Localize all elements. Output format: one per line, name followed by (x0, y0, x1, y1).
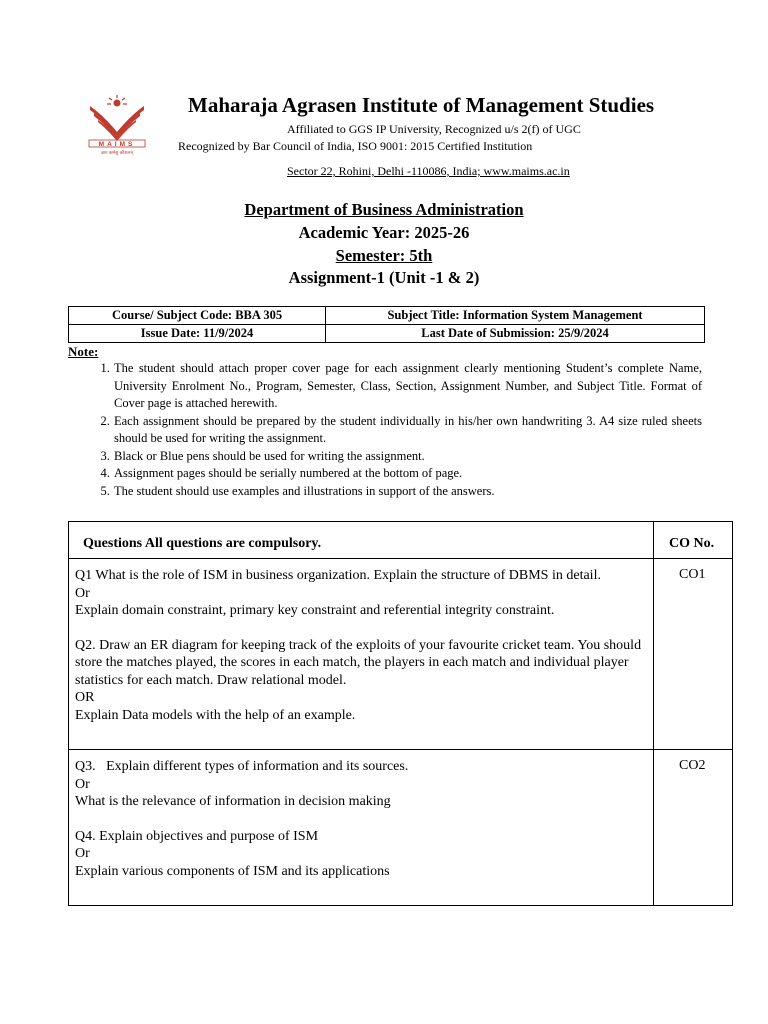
address-link[interactable]: Sector 22, Rohini, Delhi -110086, India; www.maims.ac.in (287, 164, 570, 178)
question-1-alternative: Explain domain constraint, primary key constraint and referential integrity constraint. (75, 603, 555, 618)
issue-date: Issue Date: 11/9/2024 (69, 325, 326, 343)
department-title: Department of Business Administration (244, 200, 524, 219)
or-separator: Or (75, 585, 90, 601)
course-code: Course/ Subject Code: BBA 305 (69, 307, 326, 325)
academic-year: Academic Year: 2025-26 (298, 223, 470, 242)
note-item: 3. Black or Blue pens should be used for writing the assignment. (113, 448, 702, 466)
questions-header: Questions All questions are compulsory. (83, 536, 322, 551)
note-item: 1. The student should attach proper cover page for each assignment clearly mentioning Student’s complete Name, University Enrolment No., Program, Semester, Class, Section, Assignment Number, and Subject Title. Format of Cover page is attached herewith. (113, 360, 702, 413)
note-item: 2. Each assignment should be prepared by the student individually in his/her own handwriting 3. A4 size ruled sheets should be used for writing the assignment. (113, 413, 702, 448)
questions-header-row (69, 522, 732, 559)
or-separator: Or (75, 846, 90, 861)
or-separator: Or (75, 776, 90, 792)
question-3-alternative: What is the relevance of information in decision making (75, 794, 391, 809)
semester: Semester: 5th (335, 246, 433, 265)
questions-table (68, 521, 733, 906)
course-info-table (68, 306, 705, 343)
questions-cell (75, 758, 645, 880)
question-2: Q2. Draw an ER diagram for keeping track of the exploits of your favourite cricket team. You should store the matches played, the scores in each match, the players in each match and individual player statistics for each match. Draw relational model. (75, 637, 642, 688)
submission-date: Last Date of Submission: 25/9/2024 (326, 325, 705, 343)
note-item: 5. The student should use examples and illustrations in support of the answers. (113, 483, 702, 501)
question-4: Q4. Explain objectives and purpose of ISM (75, 828, 319, 844)
notes-list (68, 360, 702, 500)
co-number: CO1 (679, 567, 706, 582)
question-3: Q3. Explain different types of information and its sources. (75, 759, 409, 774)
or-separator: OR (75, 690, 95, 705)
course-info-row (69, 307, 705, 325)
institute-logo (84, 94, 150, 156)
logo-text: MAIMS (98, 141, 136, 148)
logo-tagline: ज्ञान कर्मसु कौशलम् (100, 151, 134, 156)
questions-row-co2 (69, 750, 732, 905)
question-4-alternative: Explain various components of ISM and its applications (75, 863, 390, 879)
note-item: 4. Assignment pages should be serially numbered at the bottom of page. (113, 465, 702, 483)
questions-cell (75, 567, 645, 724)
dates-row (69, 325, 705, 343)
assignment-title: Assignment-1 (Unit -1 & 2) (288, 268, 480, 287)
affiliation-text: Affiliated to GGS IP University, Recognized u/s 2(f) of UGC (287, 122, 581, 136)
questions-row-co1 (69, 559, 732, 750)
question-1: Q1 What is the role of ISM in business organization. Explain the structure of DBMS in detail. (75, 568, 601, 583)
recognition-text: Recognized by Bar Council of India, ISO 9001: 2015 Certified Institution (178, 139, 533, 153)
co-number: CO2 (679, 758, 706, 773)
co-header: CO No. (669, 536, 715, 551)
subject-title: Subject Title: Information System Management (326, 307, 705, 325)
question-2-alternative: Explain Data models with the help of an example. (75, 707, 356, 723)
note-title: Note: (68, 344, 99, 359)
institute-name: Maharaja Agrasen Institute of Management Studies (188, 93, 655, 117)
